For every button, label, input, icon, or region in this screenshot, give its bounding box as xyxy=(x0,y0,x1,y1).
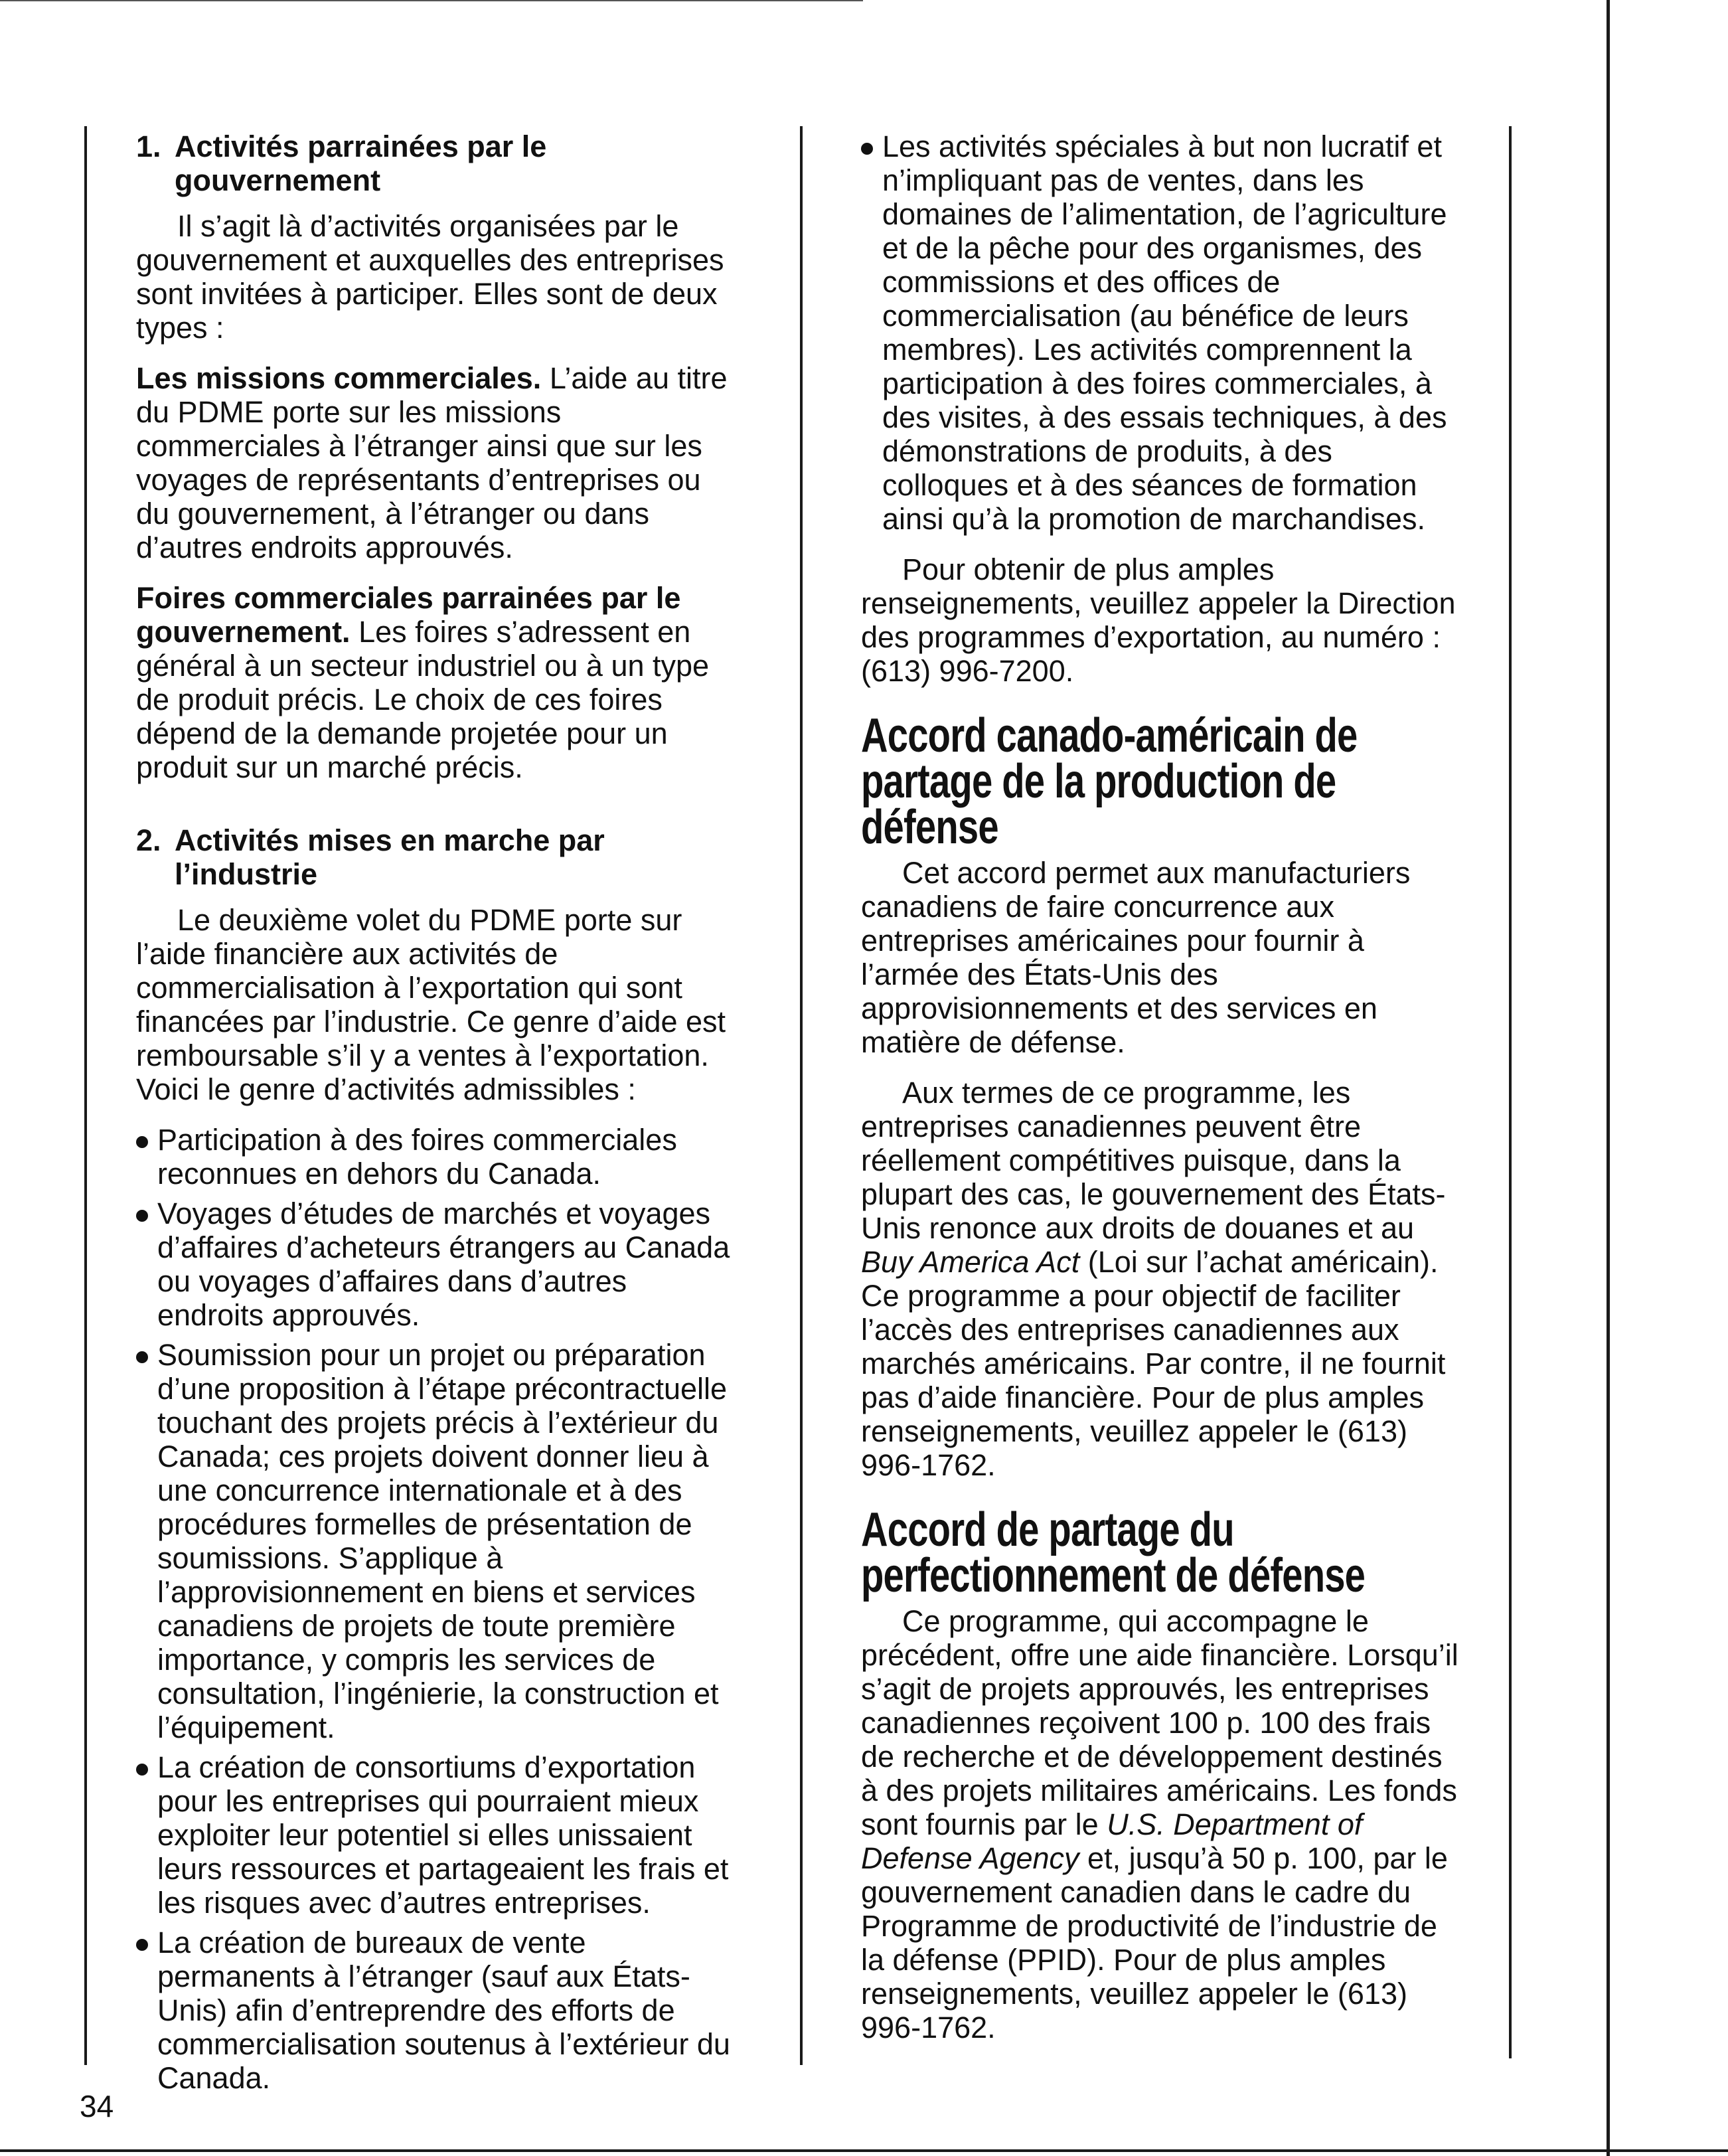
section1-title-line1: Activités parrainées par le xyxy=(175,129,547,163)
list-item: La création de bureaux de vente permanents à l’étranger (sauf aux États-Unis) afin d’entreprendre des efforts de commercialisation soutenus à l’extérieur du Canada. xyxy=(136,1926,740,2095)
page-number: 34 xyxy=(80,2089,114,2123)
foires-paragraph xyxy=(136,581,740,784)
missions-text: L’aide au titre du PDME porte sur les missions commerciales à l’étranger ainsi que sur les voyages de représentants d’entreprises ou du gouvernement, à l’étranger ou dans d’autres endroits approuvés. xyxy=(136,361,728,564)
ddsa-paragraph xyxy=(861,1604,1458,2044)
bottom-edge-rule xyxy=(0,2149,1728,2152)
section2-title-line1: Activités mises en marche par xyxy=(175,823,605,857)
list-item: Voyages d’études de marchés et voyages d’affaires d’acheteurs étrangers au Canada ou voyages d’affaires dans d’autres endroits approuvés. xyxy=(136,1197,740,1332)
right-margin-rule xyxy=(1509,126,1512,2058)
section1-number: 1. xyxy=(136,129,161,163)
section2-title-line2: l’industrie xyxy=(175,857,318,891)
section1-heading xyxy=(136,129,740,197)
export-contact-paragraph: Pour obtenir de plus amples renseignements, veuillez appeler la Direction des programmes d’exportation, au numéro : (613) 996-7200. xyxy=(861,552,1456,688)
left-column xyxy=(136,129,740,2101)
section2-heading xyxy=(136,823,740,891)
page-edge-rule xyxy=(1607,0,1610,2156)
dpsa-text-b: (Loi sur l’achat américain). Ce programme a pour objectif de faciliter l’accès des entreprises canadiennes aux marchés américains. Par contre, il ne fournit pas d’aide financière. Pour de plus amples renseignements, veuillez appeler le (613) 996-1762. xyxy=(861,1245,1446,1482)
us-dod-agency: U.S. Department of Defense Agency xyxy=(861,1807,1363,1875)
section2-intro: Le deuxième volet du PDME porte sur l’aide financière aux activités de commercialisation à l’exportation qui sont financées par l’industrie. Ce genre d’aide est remboursable s’il y a ventes à l’exportation. Voici le genre d’activités admissibles : xyxy=(136,903,726,1106)
section2-bullet-list xyxy=(136,1123,740,2095)
foires-text: Les foires s’adressent en général à un secteur industriel ou à un type de produit précis. Le choix de ces foires dépend de la demande projetée pour un produit sur un marché précis. xyxy=(136,615,710,784)
list-item: Les activités spéciales à but non lucratif et n’impliquant pas de ventes, dans les domaines de l’alimentation, de l’agriculture et de la pêche pour des organismes, des commissions et des offices de commercialisation (au bénéfice de leurs membres). Les activités comprennent la participation à des foires commerciales, à des visites, à des essais techniques, à des démonstrations de produits, à des colloques et à des séances de formation ainsi qu’à la promotion de marchandises. xyxy=(861,129,1458,536)
ddsa-text-b: et, jusqu’à 50 p. 100, par le gouvernement canadien dans le cadre du Programme de productivité de l’industrie de la défense (PPID). Pour de plus amples renseignements, veuillez appeler le (613) 996-1762. xyxy=(861,1841,1448,2044)
top-edge-rule xyxy=(0,0,863,1)
left-margin-rule xyxy=(84,126,87,2065)
section2-number: 2. xyxy=(136,823,161,857)
ddsa-text-a: Ce programme, qui accompagne le précédent, offre une aide financière. Lorsqu’il s’agit de projets approuvés, les entreprises canadiennes reçoivent 100 p. 100 des frais de recherche et de développement destinés à des projets militaires américains. Les fonds sont fournis par le xyxy=(861,1604,1458,1841)
dpsa-heading: Accord canado-américain de partage de la production de défense xyxy=(861,709,1358,854)
list-item: Soumission pour un projet ou préparation d’une proposition à l’étape précontractuelle touchant des projets précis à l’extérieur du Canada; ces projets doivent donner lieu à une concurrence internationale et à des procédures formelles de présentation de soumissions. S’applique à l’approvisionnement en biens et services canadiens de projets de toute première importance, y compris les services de consultation, l’ingénierie, la construction et l’équipement. xyxy=(136,1338,740,1744)
list-item: La création de consortiums d’exportation pour les entreprises qui pourraient mieux exploiter leur potentiel si elles unissaient leurs ressources et partageaient les frais et les risques avec d’autres entreprises. xyxy=(136,1750,740,1920)
missions-paragraph xyxy=(136,361,740,564)
missions-lead: Les missions commerciales. xyxy=(136,361,542,395)
dpsa-text-a: Aux termes de ce programme, les entreprises canadiennes peuvent être réellement compétitives puisque, dans la plupart des cas, le gouvernement des États-Unis renonce aux droits de douanes et au xyxy=(861,1076,1446,1245)
foires-lead: Foires commerciales parrainées par le gouvernement. xyxy=(136,581,681,649)
section1-intro: Il s’agit là d’activités organisées par le gouvernement et auxquelles des entreprises sont invitées à participer. Elles sont de deux types : xyxy=(136,209,724,345)
list-item: Participation à des foires commerciales reconnues en dehors du Canada. xyxy=(136,1123,740,1191)
column-divider-rule xyxy=(800,126,803,2065)
buy-america-act: Buy America Act xyxy=(861,1245,1080,1279)
section1-title-line2: gouvernement xyxy=(175,163,381,197)
right-column xyxy=(861,129,1458,2061)
ddsa-heading: Accord de partage du perfectionnement de défense xyxy=(861,1503,1366,1602)
dpsa-paragraph-2 xyxy=(861,1076,1458,1482)
special-activities-list xyxy=(861,129,1458,536)
dpsa-paragraph-1: Cet accord permet aux manufacturiers canadiens de faire concurrence aux entreprises américaines pour fournir à l’armée des États-Unis des approvisionnements et des services en matière de défense. xyxy=(861,856,1411,1059)
